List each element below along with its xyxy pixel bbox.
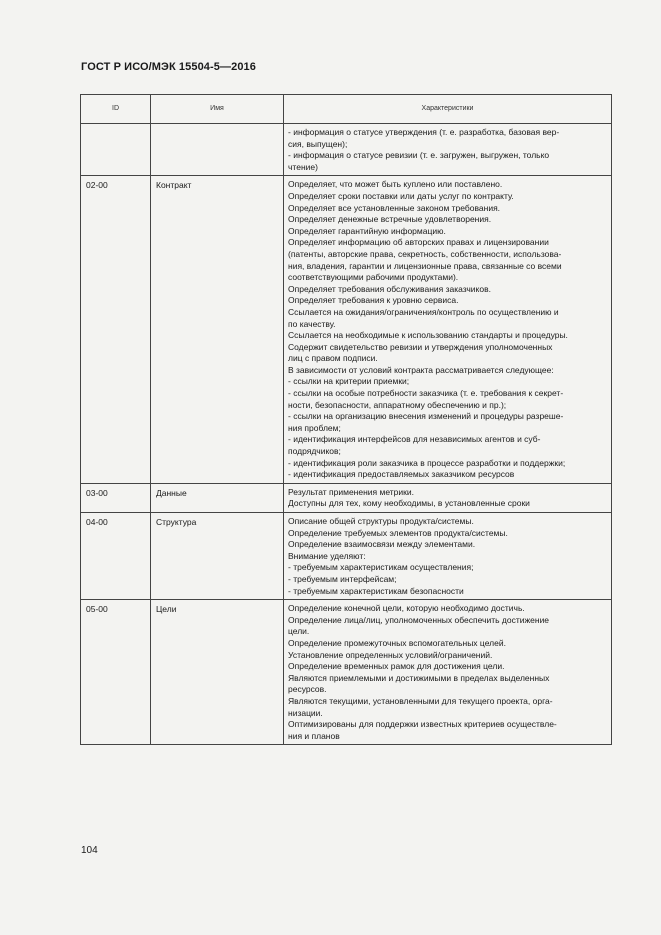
characteristic-line: лиц с правом подписи. (288, 353, 378, 364)
characteristic-line: ния и планов (288, 730, 340, 741)
row-id-cell (81, 124, 151, 176)
characteristic-line: соответствующими рабочими продуктами). (288, 272, 459, 283)
characteristic-line: - информация о статусе ревизии (т. е. загружен, выгружен, только (288, 150, 550, 161)
characteristic-line: - ссылки на критерии приемки; (288, 376, 410, 387)
characteristic-line: ресурсов. (288, 684, 327, 695)
characteristic-line: Определяет денежные встречные удовлетворения. (288, 214, 492, 225)
table-row (81, 483, 612, 512)
table-row (81, 513, 612, 600)
document-title: ГОСТ Р ИСО/МЭК 15504-5—2016 (81, 61, 256, 73)
characteristic-line: Установление определенных условий/ограничений. (288, 649, 493, 660)
characteristic-line: Определяет требования обслуживания заказчиков. (288, 283, 491, 294)
row-name-cell: Цели (151, 600, 284, 745)
characteristic-line: - требуемым характеристикам осуществления; (288, 562, 474, 573)
characteristic-line: - требуемым характеристикам безопасности (288, 585, 464, 596)
characteristic-line: Определение конечной цели, которую необходимо достичь. (288, 603, 525, 614)
row-id-cell: 02-00 (81, 176, 151, 483)
table-body (81, 124, 612, 745)
characteristic-line: Результат применения метрики. (288, 486, 414, 497)
characteristic-line: Определяет требования к уровню сервиса. (288, 295, 459, 306)
characteristic-line: - идентификация предоставляемых заказчиком ресурсов (288, 469, 515, 480)
row-name-cell: Контракт (151, 176, 284, 483)
characteristic-line: ния, владения, гарантии и лицензионные права, связанные со всеми (288, 260, 562, 271)
characteristic-line: В зависимости от условий контракта рассматривается следующее: (288, 364, 554, 375)
characteristic-line: ности, безопасности, аппаратному обеспечению и пр.); (288, 399, 507, 410)
characteristic-line: Оптимизированы для поддержки известных критериев осуществле- (288, 719, 557, 730)
characteristic-line: сия, выпущен); (288, 138, 348, 149)
characteristic-line: - ссылки на организацию внесения изменений и процедуры разреше- (288, 411, 564, 422)
characteristic-line: Определяет информацию об авторских правах и лицензировании (288, 237, 549, 248)
characteristic-line: - идентификация интерфейсов для независимых агентов и суб- (288, 434, 541, 445)
characteristic-line: - идентификация роли заказчика в процессе разработки и поддержки; (288, 457, 566, 468)
table-row (81, 124, 612, 176)
characteristic-line: Являются приемлемыми и достижимыми в пределах выделенных (288, 672, 550, 683)
characteristic-line: ния проблем; (288, 422, 341, 433)
row-name-cell: Структура (151, 513, 284, 600)
row-id-cell: 04-00 (81, 513, 151, 600)
characteristic-line: Определяет, что может быть куплено или поставлено. (288, 179, 503, 190)
characteristic-line: Описание общей структуры продукта/системы. (288, 516, 474, 526)
characteristic-line: Доступны для тех, кому необходимы, в установленные сроки (288, 498, 530, 509)
characteristic-line: Определение требуемых элементов продукта/системы. (288, 527, 508, 538)
row-characteristics-cell (284, 124, 612, 176)
characteristic-line: Определяет все установленные законом требования. (288, 202, 501, 213)
row-characteristics-cell (284, 513, 612, 600)
column-header-id: ID (81, 95, 151, 124)
characteristic-line: Определение взаимосвязи между элементами. (288, 539, 476, 550)
row-characteristics-cell (284, 483, 612, 512)
characteristics-table (80, 94, 612, 745)
row-characteristics-cell (284, 176, 612, 483)
row-id-cell: 03-00 (81, 483, 151, 512)
table-row (81, 176, 612, 483)
characteristic-line: Ссылается на ожидания/ограничения/контроль по осуществлению и (288, 306, 559, 317)
characteristic-line: подрядчиков; (288, 446, 341, 457)
column-header-characteristics: Характеристики (284, 95, 612, 124)
row-id-cell: 05-00 (81, 600, 151, 745)
column-header-name: Имя (151, 95, 284, 124)
characteristic-line: Ссылается на необходимые к использованию стандарты и процедуры. (288, 330, 568, 341)
characteristic-line: Определяет сроки поставки или даты услуг по контракту. (288, 190, 514, 201)
page-number: 104 (81, 845, 98, 856)
row-characteristics-cell (284, 600, 612, 745)
characteristic-line: низации. (288, 707, 323, 718)
characteristic-line: по качеству. (288, 318, 336, 329)
characteristic-line: - ссылки на особые потребности заказчика (т. е. требования к секрет- (288, 388, 564, 399)
characteristic-line: чтение) (288, 161, 318, 172)
row-name-cell: Данные (151, 483, 284, 512)
characteristic-line: - требуемым интерфейсам; (288, 573, 397, 584)
characteristic-line: Внимание уделяют: (288, 550, 366, 561)
characteristic-line: Определение временных рамок для достижения цели. (288, 661, 505, 672)
row-name-cell (151, 124, 284, 176)
characteristic-line: Определяет гарантийную информацию. (288, 225, 446, 236)
characteristic-line: Содержит свидетельство ревизии и утверждения уполномоченных (288, 341, 553, 352)
characteristic-line: - информация о статусе утверждения (т. е. разработка, базовая вер- (288, 127, 560, 137)
table-header-row (81, 95, 612, 124)
characteristic-line: Определение промежуточных вспомогательных целей. (288, 637, 506, 648)
table-row (81, 600, 612, 745)
characteristic-line: цели. (288, 626, 310, 637)
characteristic-line: Являются текущими, установленными для текущего проекта, орга- (288, 695, 553, 706)
characteristic-line: (патенты, авторские права, секретность, собственности, использова- (288, 248, 562, 259)
characteristic-line: Определение лица/лиц, уполномоченных обеспечить достижение (288, 614, 550, 625)
